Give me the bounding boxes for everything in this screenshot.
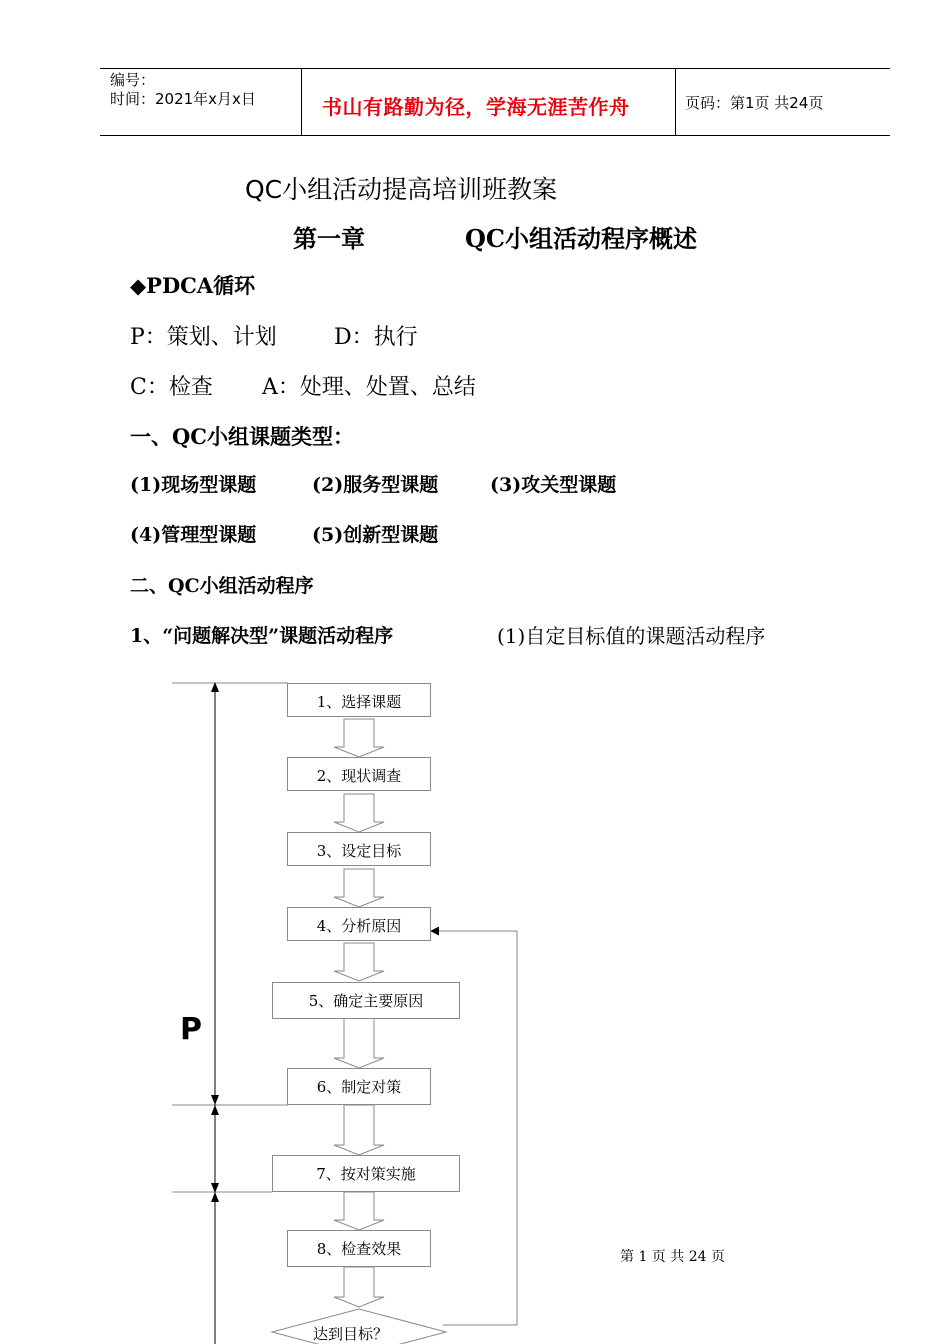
topic-type-1: (1)现场型课题 [130,474,257,496]
document-title: QC小组活动提高培训班教案 [245,175,558,204]
topic-type-4: (4)管理型课题 [130,524,257,546]
flow-step-5: 5、确定主要原因 [272,982,460,1019]
pdca-check: C：检查 [130,375,213,400]
chapter-title: QC小组活动程序概述 [465,224,698,253]
document-code-label: 编号： [110,71,156,89]
subsection-problem-solving: 1、“问题解决型”课题活动程序 [130,625,394,647]
flow-step-7: 7、按对策实施 [272,1155,460,1192]
document-time-label: 时间：2021年x月x日 [110,90,256,108]
phase-label-p: P [180,1012,202,1047]
decision-label: 达到目标？ [313,1325,389,1343]
pdca-act: A：处理、处置、总结 [262,375,476,400]
pdca-heading: ◆PDCA循环 [130,273,256,298]
topic-type-3: (3)攻关型课题 [490,474,617,496]
topic-type-5: (5)创新型课题 [312,524,439,546]
chapter-number: 第一章 [293,224,365,253]
topic-type-2: (2)服务型课题 [312,474,439,496]
flow-step-8: 8、检查效果 [287,1230,431,1267]
flow-step-3: 3、设定目标 [287,832,431,866]
pdca-do: D：执行 [334,325,418,350]
footer-page-number: 第 1 页 共 24 页 [620,1249,725,1265]
flow-step-1: 1、选择课题 [287,683,431,717]
section-topic-types: 一、QC小组课题类型： [130,424,355,449]
subsection-note: (1)自定目标值的课题活动程序 [497,624,766,648]
flow-step-2: 2、现状调查 [287,757,431,791]
flow-step-4: 4、分析原因 [287,907,431,941]
header-motto: 书山有路勤为径，学海无涯苦作舟 [322,95,630,119]
section-activity-procedure: 二、QC小组活动程序 [130,575,314,597]
flow-step-6: 6、制定对策 [287,1068,431,1105]
header-page-number: 页码：第1页 共24页 [685,94,824,112]
pdca-plan: P：策划、计划 [130,325,277,350]
